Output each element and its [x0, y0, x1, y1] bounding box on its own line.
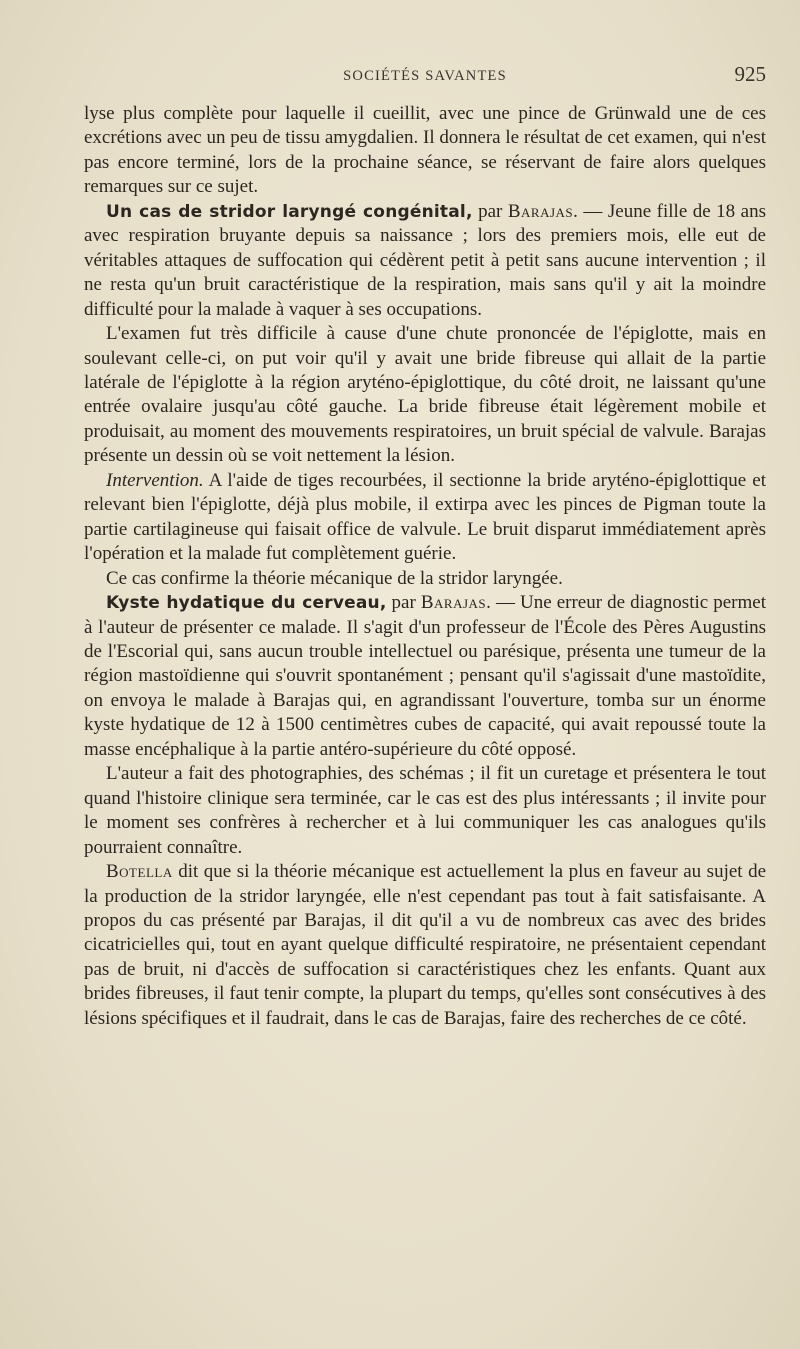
- paragraph-text: L'auteur a fait des photographies, des schémas ; il fit un curetage et présentera le tout quand l'histoire clinique sera terminée, car le cas est des plus intéressants ; il invite pour le moment ses confrères à rechercher et à lui communiquer les cas analogues qu'ils pourraient connaître.: [84, 763, 766, 858]
- paragraph-text: L'examen fut très difficile à cause d'une chute prononcée de l'épiglotte, mais en soulevant celle-ci, on put voir qu'il y avait une bride fibreuse qui allait de la partie latérale de l'épiglotte à la région aryténo-épiglottique, du côté droit, ne laissant qu'une entrée ovalaire jusqu'au côté gauche. La bride fibreuse était légèrement mobile et produisait, au moment des mouvements respiratoires, un bruit spécial de valvule. Barajas présente un dessin où se voit nettement la lésion.: [84, 323, 766, 467]
- paragraph-text: lyse plus complète pour laquelle il cueillit, avec une pince de Grünwald une de ces excrétions avec un peu de tissu amygdalien. Il donnera le résultat de cet examen, qui n'est pas encore terminé, lors de la prochaine séance, se réservant de faire alors quelques remarques sur ce sujet.: [84, 103, 766, 198]
- paragraph-text: . — Une erreur de diagnostic permet à l'auteur de présenter ce malade. Il s'agit d'un professeur de l'École des Pères Augustins de l'Escorial qui, sans aucun trouble intellectuel ou parésique, présenta une tumeur de la région mastoïdienne qui s'ouvrit spontanément ; pensant qu'il s'agissait d'une mastoïdite, on envoya le malade à Barajas qui, en agrandissant l'ouverture, tomba sur un énorme kyste hydatique de 12 à 1500 centimètres cubes de capacité, qui avait repoussé toute la masse encéphalique à la partie antéro-supérieure du côté opposé.: [84, 592, 766, 760]
- author-name: Barajas: [420, 592, 487, 614]
- page-number: 925: [734, 62, 766, 86]
- paragraph-examination: [84, 322, 766, 469]
- paragraph-continuation: [84, 102, 766, 200]
- article-body: [84, 102, 766, 1031]
- paragraph-conclusion: [84, 567, 766, 591]
- paragraph-text: . — Jeune fille de 18 ans avec respiration bruyante depuis sa naissance ; lors des premiers mois, elle eut de véritables attaques de suffocation qui cédèrent petit à petit sans aucune intervention ; il ne resta qu'un bruit caractéristique de la respiration, mais sans qu'il y ait la moindre difficulté pour la malade à vaquer à ses occupations.: [84, 200, 766, 320]
- paragraph-botella: [84, 860, 766, 1031]
- byline-par: par: [386, 592, 421, 614]
- running-title: SOCIÉTÉS SAVANTES: [343, 68, 507, 84]
- paragraph-stridor-case: [84, 200, 766, 322]
- section-title-hydatid-cyst: Kyste hydatique du cerveau,: [106, 593, 387, 614]
- paragraph-text: dit que si la théorie mécanique est actuellement la plus en faveur au sujet de la production de la stridor laryngée, elle n'est cependant pas tout à fait satisfaisante. A propos du cas présenté par Barajas, il dit qu'il a vu de nombreux cas avec des brides cicatricielles qui, tout en ayant quelque difficulté respiratoire, ne présentaient cependant pas de bruit, ni d'accès de suffocation si caractéristiques chez les enfants. Quant aux brides fibreuses, il faut tenir compte, la plupart du temps, qu'elles sont consécutives à des lésions spécifiques et il faudrait, dans le cas de Barajas, faire des recherches de ce côté.: [84, 861, 766, 1029]
- author-name: Barajas: [507, 200, 574, 222]
- paragraph-text: A l'aide de tiges recourbées, il sectionne la bride aryténo-épiglottique et relevant bien l'épiglotte, déjà plus mobile, il extirpa avec les pinces de Pigman toute la partie cartilagineuse qui faisait office de valvule. Le bruit disparut immédiatement après l'opération et la malade fut complètement guérie.: [84, 469, 766, 565]
- paragraph-hydatid-cyst: [84, 591, 766, 762]
- document-page: [84, 60, 766, 1031]
- paragraph-text: Ce cas confirme la théorie mécanique de la stridor laryngée.: [106, 567, 563, 589]
- paragraph-intervention: [84, 469, 766, 567]
- running-head: [84, 60, 766, 94]
- section-title-stridor: Un cas de stridor laryngé congénital,: [106, 201, 473, 222]
- paragraph-photographs: [84, 762, 766, 860]
- byline-par: par: [472, 200, 508, 222]
- paragraph-lead-intervention: Intervention.: [106, 469, 204, 491]
- author-name: Botella: [106, 861, 173, 883]
